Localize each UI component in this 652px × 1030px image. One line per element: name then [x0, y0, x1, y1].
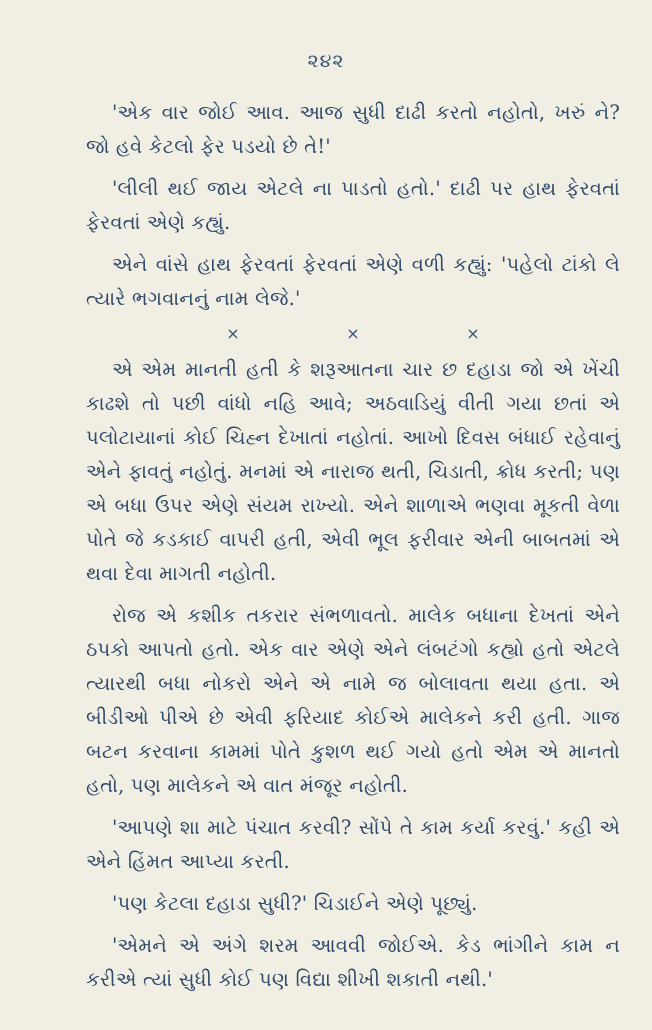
paragraph-6: 'આપણે શા માટે પંચાત કરવી? સોંપે તે કામ કર્યા કરવું.' કહી એ એને હિંમત આપ્યા કરતી.: [86, 816, 620, 873]
paragraph-3: એને વાંસે હાથ ફેરવતાં ફેરવતાં એણે વળી કહ્યું: 'પહેલો ટાંકો લે ત્યારે ભગવાનનું નામ લેજે.': [86, 253, 620, 310]
separator-mark: ×: [466, 324, 480, 343]
section-separator: [173, 324, 533, 343]
paragraph-7: 'પણ કેટલા દહાડા સુધી?' ચિડાઈને એણે પૂછ્યું.: [112, 892, 478, 915]
paragraph-5: રોજ એ કશીક તકરાર સંભળાવતો. માલેક બધાના દેખતાં એને ઠપકો આપતો હતો. એક વાર એણે એને લંબટંગો કહ્યો હતો એટલે ત્યારથી બધા નોકરો એને એ નામે જ બોલાવતા થયા હતા. એ બીડીઓ પીએ છે એવી ફરિયાદ કોઈએ માલેકને કરી હતી. ગાજ બટન કરવાના કામમાં પોતે કુશળ થઈ ગયો હતો એમ એ માનતો હતો, પણ માલેકને એ વાત મંજૂર નહોતી.: [86, 604, 620, 797]
separator-mark: ×: [226, 324, 240, 343]
paragraph-8: 'એમને એ અંગે શરમ આવવી જોઈએ. કેડ ભાંગીને કામ ન કરીએ ત્યાં સુધી કોઈ પણ વિદ્યા શીખી શકાતી નથી.': [86, 934, 620, 991]
paragraph-4: એ એમ માનતી હતી કે શરૂઆતના ચાર છ દહાડા જો એ ખેંચી કાઢશે તો પછી વાંધો નહિ આવે; અઠવાડિયું વીતી ગયા છતાં એ પલોટાયાનાં કોઈ ચિહ્ન દેખાતાં નહોતાં. આખો દિવસ બંધાઈ રહેવાનું એને ફાવતું નહોતું. મનમાં એ નારાજ થતી, ચિડાતી, ક્રોધ કરતી; પણ એ બધા ઉપર એણે સંયમ રાખ્યો. એને શાળાએ ભણવા મૂકતી વેળા પોતે જે કડકાઈ વાપરી હતી, એવી ભૂલ ફરીવાર એની બાબતમાં એ થવા દેવા માગતી નહોતી.: [86, 358, 620, 585]
page-number: ૨૪૨: [307, 50, 345, 72]
body-text: [86, 96, 620, 1005]
paragraph-1: 'એક વાર જોઈ આવ. આજ સુધી દાઢી કરતો નહોતો, ખરું ને? જો હવે કેટલો ફેર પડયો છે તે!': [86, 101, 620, 158]
separator-mark: ×: [346, 324, 360, 343]
paragraph-2: 'લીલી થઈ જાય એટલે ના પાડતો હતો.' દાઢી પર હાથ ફેરવતાં ફેરવતાં એણે કહ્યું.: [86, 177, 620, 234]
